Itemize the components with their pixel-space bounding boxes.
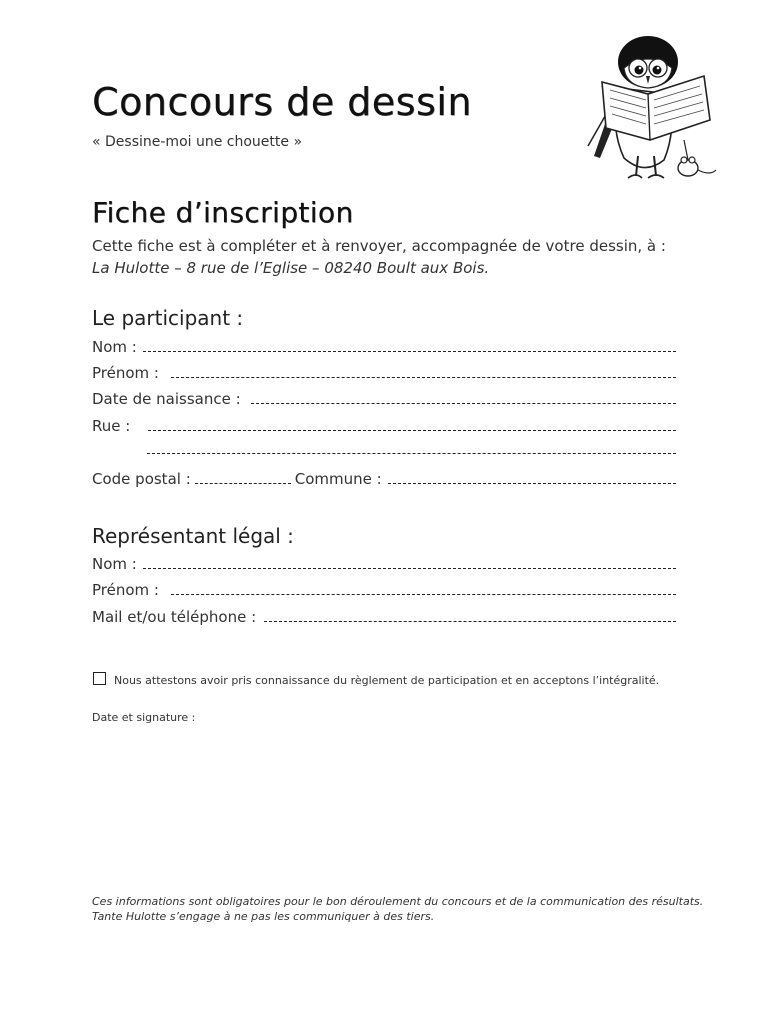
representant-nom-label: Nom : — [92, 555, 137, 573]
signature-label: Date et signature : — [92, 711, 196, 724]
participant-naissance-label: Date de naissance : — [92, 390, 241, 408]
participant-code-postal-input-line[interactable] — [195, 473, 291, 484]
participant-naissance-input-line[interactable] — [251, 393, 676, 404]
participant-rue-input-line-2[interactable] — [147, 443, 676, 454]
participant-rue-input-line[interactable] — [148, 420, 676, 431]
representant-nom-input-line[interactable] — [143, 558, 676, 569]
representant-nom-field[interactable] — [92, 555, 676, 573]
participant-rue-label: Rue : — [92, 417, 131, 435]
form-address: La Hulotte – 8 rue de l’Eglise – 08240 Boult aux Bois. — [92, 259, 490, 277]
footer-line-2: Tante Hulotte s’engage à ne pas les communiquer à des tiers. — [92, 910, 435, 923]
participant-nom-label: Nom : — [92, 338, 137, 356]
participant-rue-field[interactable] — [92, 417, 676, 435]
representant-contact-label: Mail et/ou téléphone : — [92, 608, 257, 626]
consent-text: Nous attestons avoir pris connaissance du règlement de participation et en acceptons l’intégralité. — [114, 674, 660, 687]
participant-code-postal-label: Code postal : — [92, 470, 191, 488]
consent-checkbox[interactable] — [93, 672, 106, 685]
participant-commune-input-line[interactable] — [388, 473, 676, 484]
participant-rue-field-2[interactable] — [147, 443, 676, 454]
footer-note — [92, 894, 703, 924]
form-title: Fiche d’inscription — [92, 196, 354, 229]
participant-nom-field[interactable] — [92, 338, 676, 356]
owl-reading-book-icon — [584, 28, 724, 188]
representant-prenom-input-line[interactable] — [171, 584, 676, 595]
participant-address-field[interactable] — [92, 470, 676, 488]
participant-commune-label: Commune : — [294, 470, 382, 488]
representant-heading: Représentant légal : — [92, 524, 294, 548]
participant-prenom-field[interactable] — [92, 364, 676, 382]
participant-prenom-label: Prénom : — [92, 364, 159, 382]
representant-prenom-label: Prénom : — [92, 581, 159, 599]
representant-contact-field[interactable] — [92, 608, 676, 626]
participant-nom-input-line[interactable] — [143, 341, 676, 352]
footer-line-1: Ces informations sont obligatoires pour le bon déroulement du concours et de la communication des résultats. — [92, 895, 704, 908]
form-intro: Cette fiche est à compléter et à renvoyer, accompagnée de votre dessin, à : — [92, 237, 666, 255]
page-title: Concours de dessin — [92, 80, 472, 124]
representant-contact-input-line[interactable] — [264, 611, 676, 622]
participant-naissance-field[interactable] — [92, 390, 676, 408]
participant-heading: Le participant : — [92, 306, 244, 330]
participant-prenom-input-line[interactable] — [171, 367, 676, 378]
page-subtitle: « Dessine-moi une chouette » — [92, 134, 303, 150]
representant-prenom-field[interactable] — [92, 581, 676, 599]
